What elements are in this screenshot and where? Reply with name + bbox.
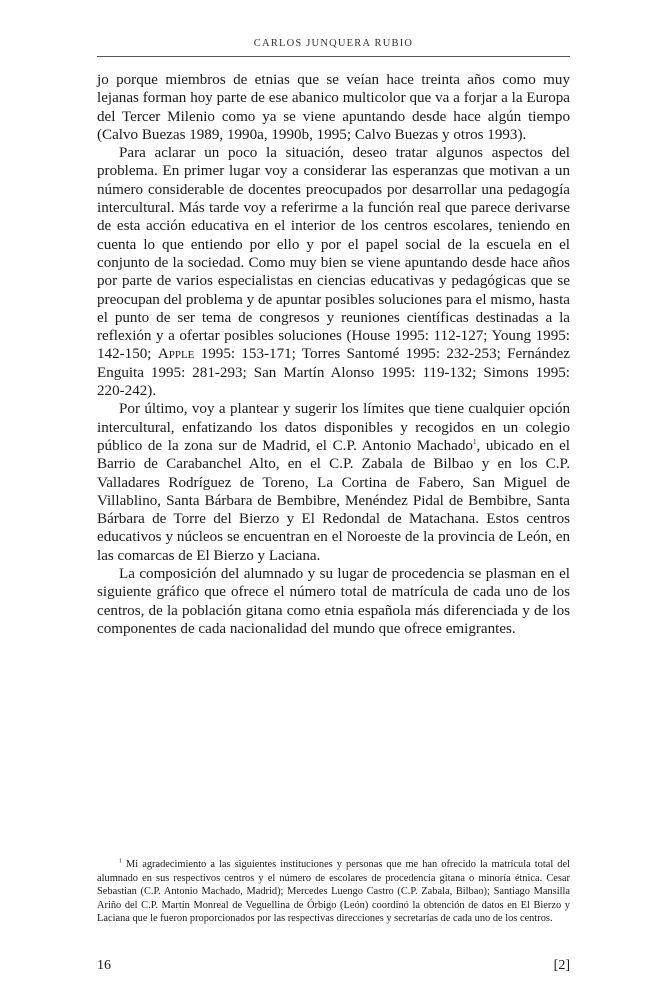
paragraph-3-text-a: Por último, voy a plantear y sugerir los límites que tiene cualquier opción intercultural, enfatizando los datos disponibles y recogidos en un colegio público de la zona sur de Madrid, el C.P. Antonio Machado [97,401,570,454]
paragraph-1: jo porque miembros de etnias que se veían hace treinta años como muy lejanas forman hoy parte de ese abanico multicolor que va a forjar a la Europa del Tercer Milenio como ya se viene apuntando desde hace algún tiempo (Calvo Buezas 1989, 1990a, 1990b, 1995; Calvo Buezas y otros 1993). [97,72,570,143]
paragraph-3-text-b: , ubicado en el Barrio de Carabanchel Alto, en el C.P. Zabala de Bilbao y en los C.P. Valladares Rodríguez de Toreno, La Cortina de Fabero, San Miguel de Villablino, Santa Bárbara de Bembibre, Menéndez Pidal de Bembibre, Santa Bárbara de Torre del Bierzo y El Redondal de Matachana. Estos centros educativos y núcleos se encuentran en el Noroeste de la provincia de León, en las comarcas de El Bierzo y Laciana. [97,437,570,564]
footnote-mark: 1 [119,858,122,865]
page-marker: [2] [553,958,570,973]
paragraph-2-text-a: Para aclarar un poco la situación, deseo tratar algunos aspectos del problema. En primer lugar voy a considerar las esperanzas que motivan a un número considerable de docentes preocupados por desarrollar una pedagogía intercultural. Más tarde voy a referirme a la función real que parece derivarse de esta acción educativa en el interior de los centros escolares, teniendo en cuenta lo que entiendo por ello y por el papel social de la escuela en el conjunto de la sociedad. Como muy bien se viene apuntando desde hace años por parte de varios especialistas en ciencias educativas y pedagógicas que se preocupan del problema y de apuntar posibles soluciones para el mismo, hasta el punto de ser tema de congresos y reuniones científicas destinadas a la reflexión y a ofertar posibles soluciones (House 1995: 112-127; Young 1995: 142-150; [97,145,570,363]
main-text [97,71,570,638]
paragraph-2-text-b: 1995: 153-171; Torres Santomé 1995: 232-253; Fernández Enguita 1995: 281-293; San Martín Alonso 1995: 119-132; Simons 1995: 220-242). [97,346,570,400]
paragraph-4: La composición del alumnado y su lugar de procedencia se plasman en el siguiente gráfico que ofrece el número total de matrícula de cada uno de los centros, de la población gitana como etnia española más diferenciada y de los componentes de cada nacionalidad del mundo que ofrece emigrantes. [97,566,570,637]
paragraph-3 [97,400,570,565]
citation-apple: Apple [157,346,195,363]
page-number: 16 [97,958,111,973]
header-rule [97,56,570,57]
footnote-text: Mi agradecimiento a las siguientes instituciones y personas que me han ofrecido la matrícula total del alumnado en sus respectivos centros y el número de escolares de procedencia gitana o minoría étnica. Cesar Sebastian (C.P. Antonio Machado, Madrid); Mercedes Luengo Castro (C.P. Zabala, Bilbao); Santiago Mansilla Ariño del C.P. Martín Monreal de Veguellina de Órbigo (León) coordinó la obtención de datos en El Bierzo y Laciana que le fueron proporcionados por las respectivas direcciones y secretarías de cada uno de los centros. [97,859,570,925]
running-header: CARLOS JUNQUERA RUBIO [253,38,414,49]
footnote-reference[interactable]: 1 [472,437,477,446]
paragraph-2 [97,144,570,400]
footnote [97,858,570,926]
